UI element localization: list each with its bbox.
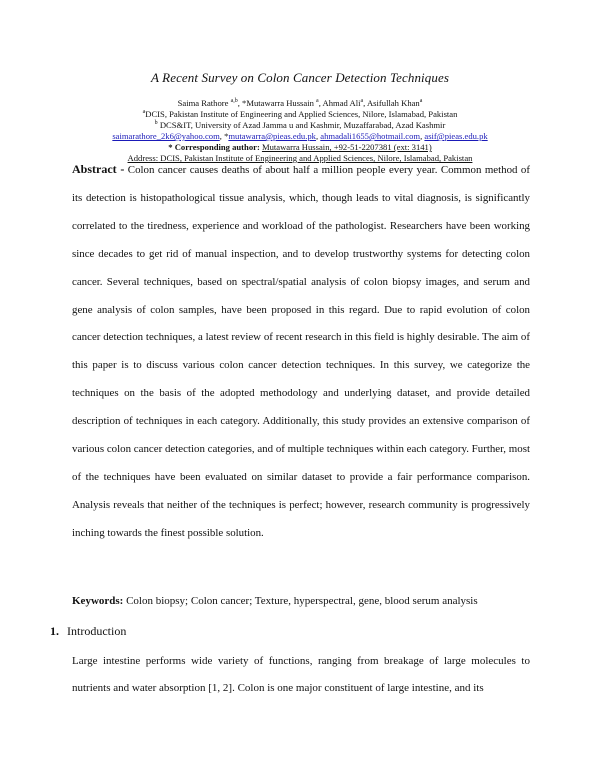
author-sup: a [360, 98, 364, 105]
keywords-line [72, 595, 542, 607]
section-number: 1. [50, 624, 59, 638]
address-label: Address: [127, 153, 159, 163]
author-block [60, 98, 540, 164]
email-line [60, 131, 540, 142]
paper-title: A Recent Survey on Colon Cancer Detection Techniques [151, 70, 449, 85]
author-asifullah: , Asifullah Khan [363, 98, 420, 108]
affiliation-b-text: DCS&IT, University of Azad Jamma u and Kashmir, Muzaffarabad, Azad Kashmir [157, 120, 446, 130]
author-saima: Saima Rathore [177, 98, 231, 108]
author-sup: a [316, 98, 319, 105]
email-separator: , [420, 131, 425, 141]
author-sup: a [419, 98, 423, 105]
affiliation-a-text: DCIS, Pakistan Institute of Engineering and Applied Sciences, Nilore, Islamabad, Pakistan [145, 109, 458, 119]
email-separator: , * [219, 131, 229, 141]
section-heading-introduction [50, 624, 126, 639]
corresponding-label: * Corresponding author: [168, 142, 262, 152]
corresponding-value: Mutawarra Hussain, +92-51-2207381 (ext: 3141) [261, 142, 432, 152]
keywords-label: Keywords: [72, 595, 124, 607]
author-line [60, 98, 540, 109]
affiliation-a [60, 109, 540, 120]
section-title: Introduction [67, 624, 127, 638]
abstract-text: Colon cancer causes deaths of about half a million people every year. Common method of its detection is histopathological tissue analysis, which, though leads to vital diagnosis, is significantly correlated to the tiredness, experience and workload of the pathologist. Researchers have been working since decades to get rid of manual inspection, and to develop trustworthy systems for detecting colon cancer. Several techniques, based on spectral/spatial analysis of colon biopsy images, and serum and gene analysis of colon samples, have been proposed in this regard. Due to rapid evolution of colon cancer detection techniques, a latest review of recent research in this field is highly desirable. The aim of this paper is to discuss various colon cancer detection techniques. In this survey, we categorize the techniques on the basis of the adopted methodology and underlying dataset, and provide detailed description of techniques in each category. Additionally, this study provides an extensive comparison of various colon cancer detection categories, and of multiple techniques within each category. Further, most of the techniques have been evaluated on similar dataset to provide a fair performance comparison. Analysis reveals that neither of the techniques is perfect; however, research community is progressively inching towards the finest possible solution. [72, 164, 530, 539]
email-link-asif[interactable]: asif@pieas.edu.pk [424, 131, 488, 141]
affiliation-sup: b [154, 120, 158, 127]
email-link-ahmad[interactable]: ahmadali1655@hotmail.com [320, 131, 421, 141]
author-mutawarra: , *Mutawarra Hussain [237, 98, 317, 108]
author-ahmad: , Ahmad Ali [318, 98, 361, 108]
affiliation-sup: a [142, 109, 146, 116]
introduction-paragraph: Large intestine performs wide variety of functions, ranging from breakage of large molecules to nutrients and water absorption [1, 2]. Colon is one major constituent of large intestine, and its [72, 655, 530, 694]
address-value: DCIS, Pakistan Institute of Engineering and Applied Sciences, Nilore, Islamabad, Pakistan [158, 153, 473, 163]
email-separator: , [315, 131, 321, 141]
abstract-heading: Abstract - [72, 162, 125, 176]
email-link-saima[interactable]: saimarathore_2k6@yahoo.com [112, 131, 220, 141]
author-sup: a,b [230, 98, 238, 105]
corresponding-author-line [60, 142, 540, 153]
email-link-mutawarra[interactable]: mutawarra@pieas.edu.pk [228, 131, 316, 141]
abstract-paragraph [72, 156, 530, 548]
affiliation-b [60, 120, 540, 131]
keywords-text: Colon biopsy; Colon cancer; Texture, hyperspectral, gene, blood serum analysis [123, 595, 478, 607]
